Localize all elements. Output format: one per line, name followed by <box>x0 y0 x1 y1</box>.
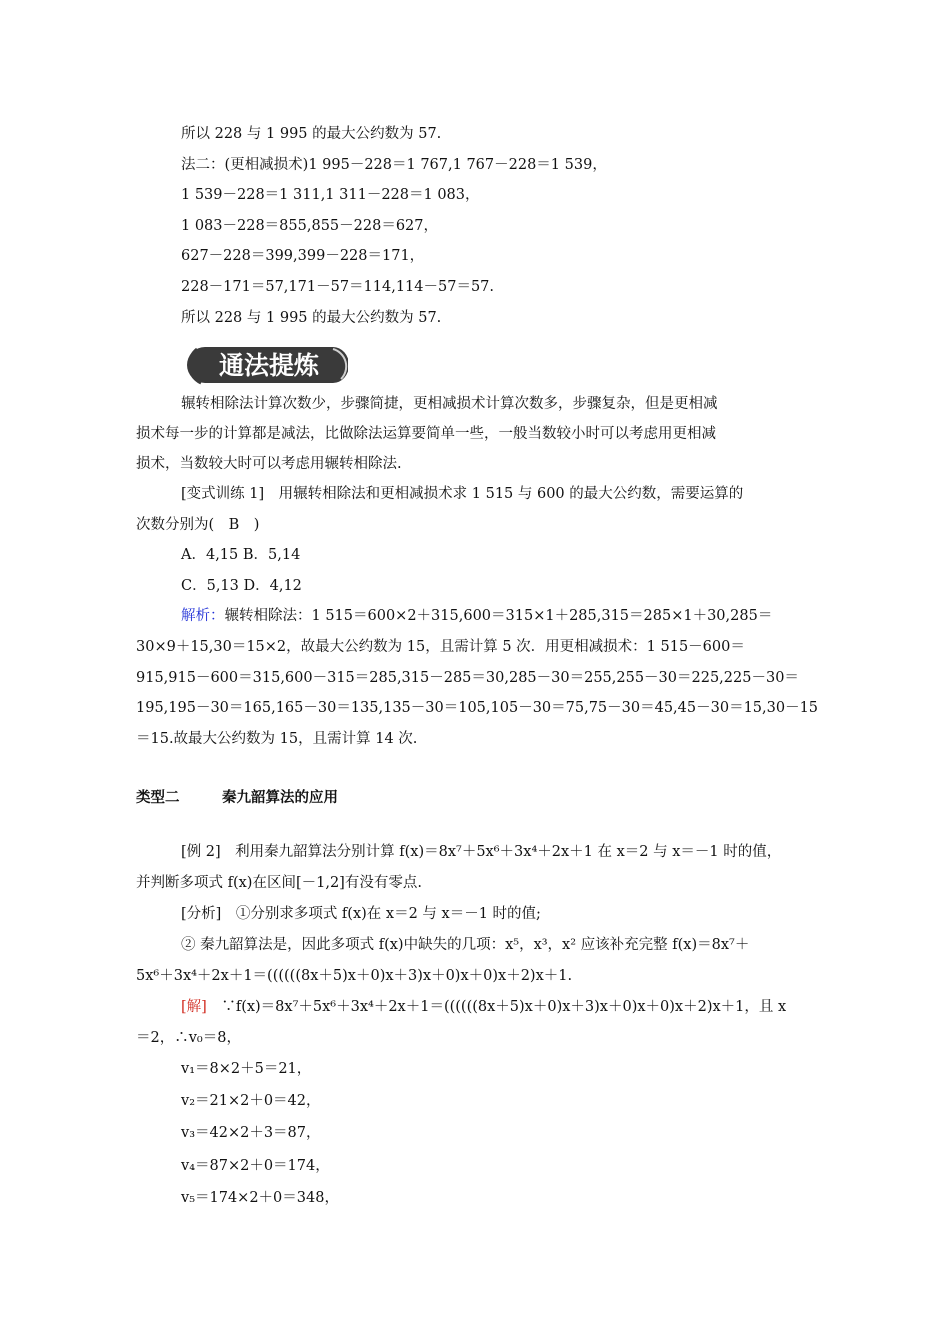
text-line: ＝2，∴v₀＝8， <box>136 1030 241 1046</box>
text-line: 228－171＝57,171－57＝114,114－57＝57. <box>181 279 495 295</box>
banner-title: 通法提炼 <box>218 351 320 380</box>
solution-text: 辗转相除法：1 515＝600×2＋315,600＝315×1＋285,315＝285×1＋30,285＝ <box>224 608 773 624</box>
text-line: ② 秦九韶算法是，因此多项式 f(x)中缺失的几项：x⁵，x³，x² 应该补充完整 f(x)＝8x⁷＋ <box>181 937 750 953</box>
text-line: 5x⁶＋3x⁴＋2x＋1＝((((((8x＋5)x＋0)x＋3)x＋0)x＋0)x＋2)x＋1. <box>136 968 573 984</box>
section-banner <box>183 343 348 387</box>
text-line: v₄＝87×2＋0＝174， <box>181 1158 330 1174</box>
text-line: 所以 228 与 1 995 的最大公约数为 57. <box>181 310 442 326</box>
solution-label: 解析： <box>181 608 225 624</box>
text-line: v₅＝174×2＋0＝348， <box>181 1190 339 1206</box>
text-line: 1 083－228＝855,855－228＝627， <box>181 218 438 234</box>
solution-label: [解] <box>181 999 207 1015</box>
text-line: v₃＝42×2＋3＝87， <box>181 1125 321 1141</box>
option-line: A．4,15 B．5,14 <box>181 547 301 563</box>
solution-text: ∵f(x)＝8x⁷＋5x⁶＋3x⁴＋2x＋1＝((((((8x＋5)x＋0)x＋3)x＋0)x＋0)x＋2)x＋1，且 x <box>206 999 787 1015</box>
text-line: [变式训练 1] 用辗转相除法和更相减损术求 1 515 与 600 的最大公约数，需要运算的 <box>181 486 744 502</box>
text-line: 627－228＝399,399－228＝171， <box>181 248 425 264</box>
text-line: 损术，当数较大时可以考虑用辗转相除法. <box>136 456 402 472</box>
text-line: 次数分别为( B ) <box>136 517 260 533</box>
text-line: 所以 228 与 1 995 的最大公约数为 57. <box>181 126 442 142</box>
text-line: 195,195－30＝165,165－30＝135,135－30＝105,105－30＝75,75－30＝45,45－30＝15,30－15 <box>136 700 819 716</box>
text-line: 915,915－600＝315,600－315＝285,315－285＝30,285－30＝255,255－30＝225,225－30＝ <box>136 670 799 686</box>
text-line: 30×9＋15,30＝15×2，故最大公约数为 15，且需计算 5 次．用更相减损术：1 515－600＝ <box>136 639 745 655</box>
text-line: ＝15.故最大公约数为 15，且需计算 14 次. <box>136 731 418 747</box>
solution-line <box>181 997 816 1017</box>
section-number: 类型二 <box>136 790 180 806</box>
section-title: 秦九韶算法的应用 <box>222 790 338 806</box>
solution-line <box>181 606 816 626</box>
option-line: C．5,13 D．4,12 <box>181 578 302 594</box>
text-line: 法二：(更相减损术)1 995－228＝1 767,1 767－228＝1 539， <box>181 157 607 173</box>
text-line: 损术每一步的计算都是减法，比做除法运算要简单一些，一般当数较小时可以考虑用更相减 <box>136 426 716 442</box>
text-line: [分析] ①分别求多项式 f(x)在 x＝2 与 x＝－1 时的值; <box>181 906 541 922</box>
text-line: v₁＝8×2＋5＝21， <box>181 1061 312 1077</box>
text-line: [例 2] 利用秦九韶算法分别计算 f(x)＝8x⁷＋5x⁶＋3x⁴＋2x＋1 在 x＝2 与 x＝－1 时的值， <box>181 844 782 860</box>
text-line: 1 539－228＝1 311,1 311－228＝1 083， <box>181 187 480 203</box>
text-line: 辗转相除法计算次数少，步骤简捷，更相减损术计算次数多，步骤复杂，但是更相减 <box>181 396 718 412</box>
text-line: 并判断多项式 f(x)在区间[－1,2]有没有零点. <box>136 875 422 891</box>
text-line: v₂＝21×2＋0＝42， <box>181 1093 321 1109</box>
